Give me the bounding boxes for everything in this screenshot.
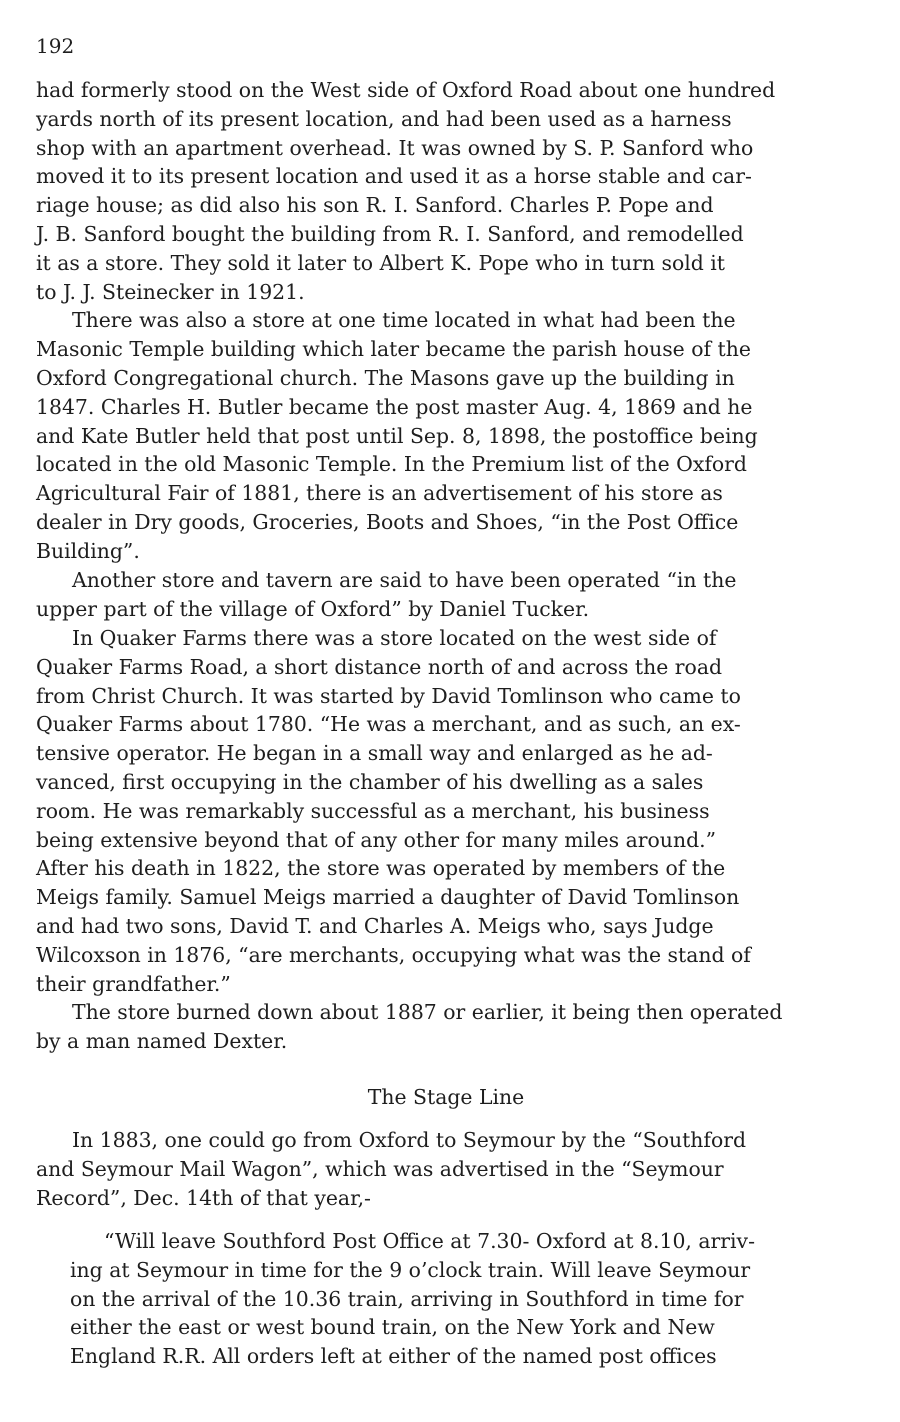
text-line: shop with an apartment overhead. It was owned by S. P. Sanford who (36, 135, 754, 160)
text-line: being extensive beyond that of any other for many miles around.” (36, 827, 717, 852)
text-line: to J. J. Steinecker in 1921. (36, 279, 305, 304)
text-line: moved it to its present location and used it as a horse stable and car- (36, 164, 752, 189)
text-line: Oxford Congregational church. The Masons gave up the building in (36, 365, 735, 390)
text-line: and Kate Butler held that post until Sep. 8, 1898, the postoffice being (36, 423, 758, 448)
text-line: had formerly stood on the West side of Oxford Road about one hundred (36, 78, 776, 102)
text-line: In 1883, one could go from Oxford to Seymour by the “Southford (72, 1128, 747, 1152)
page-number: 192 (36, 34, 75, 58)
text-line: upper part of the village of Oxford” by Daniel Tucker. (36, 596, 590, 621)
quote-line: either the east or west bound train, on the New York and New (70, 1315, 715, 1340)
text-line: J. B. Sanford bought the building from R. I. Sanford, and remodelled (36, 222, 744, 246)
text-line: and had two sons, David T. and Charles A. Meigs who, says Judge (36, 914, 714, 938)
text-line: 1847. Charles H. Butler became the post master Aug. 4, 1869 and he (36, 394, 753, 419)
section-heading: The Stage Line (367, 1085, 525, 1109)
text-line: Record”, Dec. 14th of that year,- (36, 1185, 371, 1210)
text-line: Meigs family. Samuel Meigs married a daughter of David Tomlinson (36, 885, 740, 910)
text-line: Another store and tavern are said to have been operated “in the (72, 568, 737, 592)
text-line: yards north of its present location, and had been used as a harness (36, 106, 732, 131)
text-line: by a man named Dexter. (36, 1028, 288, 1053)
text-line: Agricultural Fair of 1881, there is an advertisement of his store as (36, 481, 723, 506)
quote-line: on the arrival of the 10.36 train, arriving in Southford in time for (70, 1286, 744, 1311)
text-line: Wilcoxson in 1876, “are merchants, occupying what was the stand of (36, 942, 751, 967)
text-line: vanced, first occupying in the chamber of his dwelling as a sales (36, 770, 704, 794)
text-line: Building”. (36, 538, 140, 563)
text-line: and Seymour Mail Wagon”, which was advertised in the “Seymour (36, 1156, 724, 1181)
text-line: Quaker Farms Road, a short distance north of and across the road (36, 654, 723, 679)
text-line: from Christ Church. It was started by David Tomlinson who came to (36, 683, 741, 708)
quote-line: “Will leave Southford Post Office at 7.30- Oxford at 8.10, arriv- (104, 1229, 755, 1253)
text-line: riage house; as did also his son R. I. Sanford. Charles P. Pope and (36, 193, 714, 218)
text-line: Quaker Farms about 1780. “He was a merchant, and as such, an ex- (36, 712, 741, 737)
text-line: dealer in Dry goods, Groceries, Boots and Shoes, “in the Post Office (36, 509, 739, 534)
quote-line: ing at Seymour in time for the 9 o’clock train. Will leave Seymour (70, 1257, 751, 1282)
text-line: room. He was remarkably successful as a merchant, his business (36, 798, 710, 823)
text-line: located in the old Masonic Temple. In the Premium list of the Oxford (36, 452, 747, 477)
text-line: The store burned down about 1887 or earlier, it being then operated (72, 1000, 783, 1024)
text-line: In Quaker Farms there was a store located on the west side of (72, 626, 717, 650)
quote-line: England R.R. All orders left at either of the named post offices (70, 1344, 717, 1369)
text-line: After his death in 1822, the store was operated by members of the (36, 856, 726, 881)
text-line: their grandfather.” (36, 971, 231, 996)
text-line: it as a store. They sold it later to Albert K. Pope who in turn sold it (36, 250, 726, 275)
text-line: Masonic Temple building which later became the parish house of the (36, 337, 751, 362)
text-line: There was also a store at one time located in what had been the (72, 308, 736, 333)
text-line: tensive operator. He began in a small way and enlarged as he ad- (36, 741, 713, 766)
